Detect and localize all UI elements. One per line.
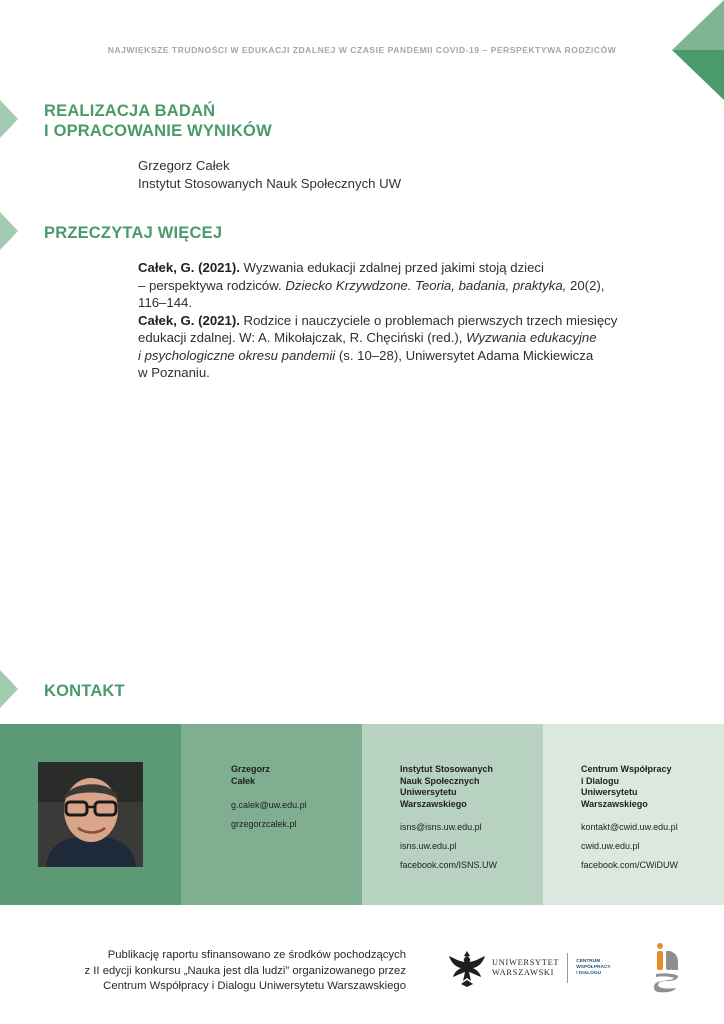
isns-logo-icon (652, 942, 682, 996)
corner-triangle-decoration (672, 0, 724, 100)
cwid-line: WSPÓŁPRACY (576, 965, 611, 970)
contact-name-line: Centrum Współpracy (581, 764, 672, 774)
contact-name-line: Warszawskiego (400, 798, 467, 809)
ref-pages: 116–144. (138, 295, 193, 310)
cwid-line: CENTRUM (576, 959, 601, 964)
funding-line: Publikację raportu sfinansowano ze środków pochodzących (107, 949, 406, 961)
email-link[interactable]: kontakt@cwid.uw.edu.pl (581, 822, 678, 832)
funding-line: Centrum Współpracy i Dialogu Uniwersytetu Warszawskiego (103, 980, 406, 993)
author-block (138, 157, 401, 193)
facebook-link[interactable]: facebook.com/CWiDUW (581, 860, 679, 870)
contact-name-line: Uniwersytetu (581, 787, 638, 797)
contact-links (231, 796, 307, 834)
contact-links (581, 818, 678, 875)
running-header: NAJWIĘKSZE TRUDNOŚCI W EDUKACJI ZDALNEJ W CZASIE PANDEMII COVID-19 – PERSPEKTYWA RODZICÓW (107, 45, 617, 55)
funding-line: z II edycji konkursu „Nauka jest dla ludzi” organizowanego przez (84, 964, 406, 977)
website-link[interactable]: isns.uw.edu.pl (400, 841, 457, 851)
contact-name-line: Nauk Społecznych (400, 775, 480, 786)
heading-research-line2: I OPRACOWANIE WYNIKÓW (44, 122, 272, 140)
contact-name-line: i Dialogu (581, 775, 619, 786)
contact-name (400, 764, 493, 810)
heading-research (44, 101, 272, 141)
contact-name-line: Grzegorz (231, 764, 271, 774)
section-marker-triangle (0, 100, 18, 138)
website-link[interactable]: cwid.uw.edu.pl (581, 841, 640, 851)
ref-text: edukacji zdalnej. W: A. Mikołajczak, R. Chęciński (red.), (138, 330, 467, 345)
reference-item (138, 259, 678, 312)
heading-read-more: PRZECZYTAJ WIĘCEJ (44, 224, 223, 242)
contact-card-author (181, 724, 362, 905)
contact-name-line: Instytut Stosowanych (400, 764, 494, 774)
section-marker-triangle (0, 670, 18, 708)
contact-name (581, 764, 672, 810)
cwid-line: I DIALOGU (576, 971, 602, 976)
email-link[interactable]: isns@isns.uw.edu.pl (400, 822, 482, 832)
email-link[interactable]: g.calek@uw.edu.pl (231, 800, 307, 810)
cwid-logo-text (576, 959, 610, 977)
reference-item (138, 312, 678, 382)
heading-research-line1: REALIZACJA BADAŃ (44, 102, 216, 120)
ref-book-title: i psychologiczne okresu pandemii (138, 347, 336, 363)
references-list (138, 259, 678, 382)
contact-card-isns (362, 724, 543, 905)
facebook-link[interactable]: facebook.com/ISNS.UW (400, 860, 498, 870)
logo-divider (567, 953, 568, 983)
contact-name (231, 764, 270, 787)
contact-name-line: Całek (231, 775, 256, 786)
heading-contact: KONTAKT (44, 682, 125, 700)
author-name: Grzegorz Całek (138, 158, 230, 173)
eagle-emblem-icon (448, 948, 486, 988)
funding-note (85, 948, 407, 995)
ref-author: Całek, G. (2021). (138, 260, 240, 275)
ref-author: Całek, G. (2021). (138, 312, 240, 328)
ref-text: 20(2), (566, 277, 605, 293)
ref-title: Wyzwania edukacji zdalnej przed jakimi stoją dzieci (239, 260, 544, 275)
contact-band (0, 724, 724, 905)
contact-name-line: Uniwersytetu (400, 787, 457, 797)
ref-text: (s. 10–28), Uniwersytet Adama Mickiewicza (335, 347, 594, 363)
ref-book-title: Wyzwania edukacyjne (466, 330, 597, 345)
university-name-line: WARSZAWSKI (492, 968, 555, 977)
university-name-line: UNIWERSYTET (492, 957, 560, 967)
ref-journal: Dziecko Krzywdzone. Teoria, badania, praktyka, (285, 277, 567, 293)
contact-name-line: Warszawskiego (581, 798, 648, 809)
ref-title: Rodzice i nauczyciele o problemach pierwszych trzech miesięcy (239, 312, 618, 328)
university-name (492, 958, 559, 979)
author-photo (38, 762, 143, 867)
contact-card-cwid (543, 724, 724, 905)
contact-links (400, 818, 497, 875)
author-affiliation: Instytut Stosowanych Nauk Społecznych UW (138, 176, 402, 191)
website-link[interactable]: grzegorzcalek.pl (231, 819, 297, 829)
ref-text: w Poznaniu. (138, 365, 210, 380)
section-marker-triangle (0, 212, 18, 250)
university-logo (448, 948, 611, 988)
contact-photo-panel (0, 724, 181, 905)
ref-text: – perspektywa rodziców. (138, 277, 286, 293)
